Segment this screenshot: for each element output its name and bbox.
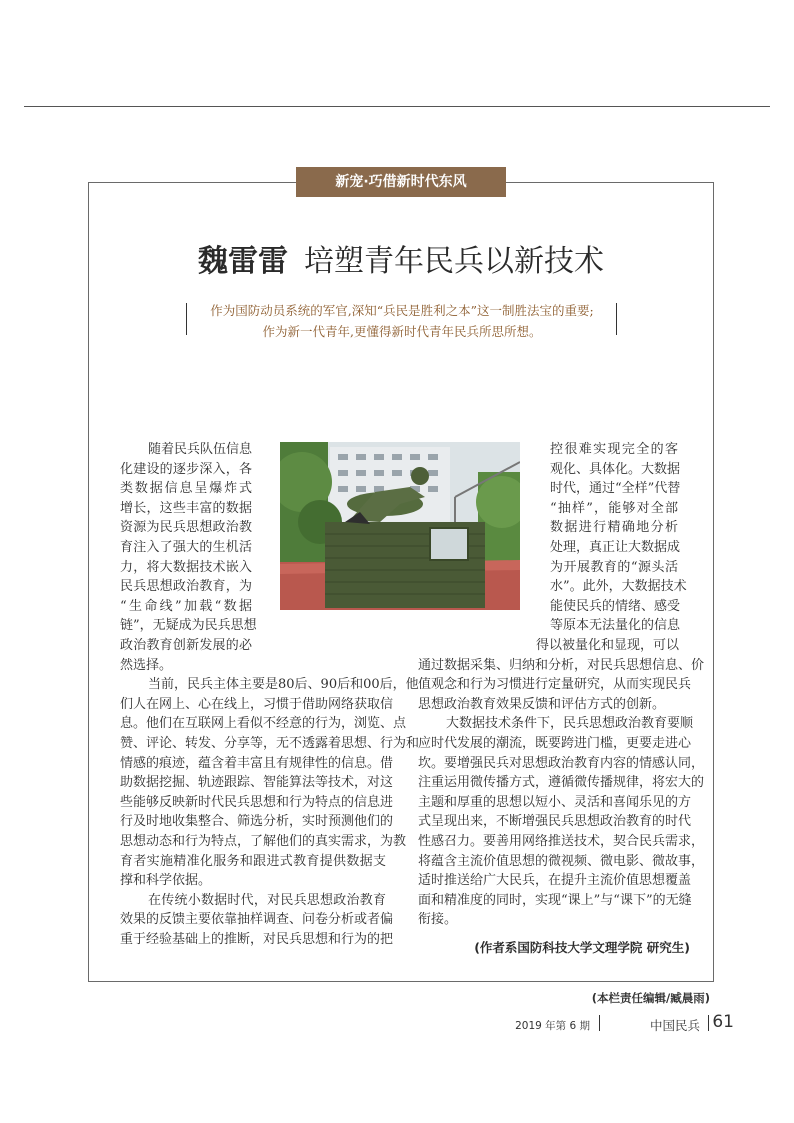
body-text-line: 重于经验基础上的推断，对民兵思想和行为的把: [120, 932, 394, 947]
body-text-line: 数据进行精确地分析: [550, 520, 678, 536]
body-text-line: 水”。此外，大数据技术: [550, 579, 687, 595]
article-photo: [280, 442, 520, 610]
body-text-line: 育者实施精准化服务和跟进式教育提供数据支: [120, 853, 386, 869]
body-text-line: 赞、评论、转发、分享等，无不透露着思想、行为和: [120, 736, 420, 751]
body-text-line: 适时推送给广大民兵，在提升主流价值思想覆盖: [418, 873, 692, 889]
body-text-line: 思想政治教育效果反馈和评估方式的创新。: [418, 696, 666, 712]
body-text-line: 得以被量化和显现，可以: [536, 638, 680, 653]
body-text-line: 些能够反映新时代民兵思想和行为特点的信息进: [120, 794, 394, 810]
deck-line: 作为新一代青年,更懂得新时代青年民兵所思所想。: [262, 324, 542, 339]
body-text-line: “抽样”，能够对全部: [550, 500, 678, 516]
deck-line: 作为国防动员系统的军官,深知“兵民是胜利之本”这一制胜法宝的重要;: [210, 303, 594, 318]
body-text-line: 坎。要增强民兵对思想政治教育内容的情感认同，: [418, 755, 705, 771]
editor-credit: (本栏责任编辑/臧晨雨): [591, 991, 710, 1005]
body-text-line: 力，将大数据技术嵌入: [120, 559, 252, 575]
deck-bar-right: [616, 303, 617, 335]
body-text-line: 思想动态和行为特点，了解他们的真实需求，为教: [120, 834, 407, 849]
body-text-line: 能使民兵的情绪、感受: [550, 598, 681, 614]
column-tag: 新宠·巧借新时代东风: [296, 167, 506, 197]
body-text-line: 效果的反馈主要依靠抽样调查、问卷分析或者偏: [120, 912, 394, 928]
body-text-line: 注重运用微传播方式，遵循微传播规律，将宏大的: [418, 775, 705, 791]
magazine-name: 中国民兵: [649, 1018, 700, 1033]
body-text-line: 将蕴含主流价值思想的微视频、微电影、微故事，: [418, 853, 705, 869]
body-text-line: 随着民兵队伍信息: [148, 442, 253, 457]
body-text-line: 类数据信息呈爆炸式: [120, 481, 252, 497]
body-text-line: 民兵思想政治教育，为: [120, 579, 252, 595]
article-headline: [90, 236, 712, 280]
body-text-line: 链”，无疑成为民兵思想: [120, 618, 257, 634]
deck-intro: [200, 300, 604, 342]
body-text-line: 资源为民兵思想政治教: [120, 520, 252, 536]
top-rule: [24, 106, 770, 107]
body-text-line: 当前，民兵主体主要是80后、90后和00后，他: [148, 677, 419, 693]
body-text-line: 控很难实现完全的客: [550, 442, 678, 457]
issue-label: 2019 年第 6 期: [515, 1020, 590, 1032]
body-text-line: 主题和厚重的思想以短小、灵活和喜闻乐见的方: [418, 794, 692, 810]
footer-divider: [599, 1015, 600, 1031]
body-text-line: 处理，真正让大数据成: [550, 540, 681, 555]
body-text-line: “生命线”加载“数据: [120, 598, 252, 614]
body-text-line: 等原本无法量化的信息: [550, 618, 681, 634]
body-text-line: 撑和科学依据。: [120, 873, 212, 889]
body-text-line: 在传统小数据时代，对民兵思想政治教育: [148, 892, 386, 908]
body-text-line: 育注入了强大的生机活: [120, 540, 252, 555]
body-text-line: 化建设的逐步深入，各: [120, 461, 252, 477]
soldier-vaulting-obstacle-photo: [280, 442, 520, 610]
footer-divider: [708, 1015, 709, 1031]
body-text-line: 通过数据采集、归纳和分析，对民兵思想信息、价: [418, 657, 705, 673]
body-text-line: 性感召力。要善用网络推送技术，契合民兵需求，: [418, 834, 705, 849]
body-text-line: 面和精准度的同时，实现“课上”与“课下”的无缝: [418, 892, 692, 908]
body-text-line: 大数据技术条件下，民兵思想政治教育要顺: [446, 716, 694, 732]
body-text-line: 们人在网上、心在线上，习惯于借助网络获取信: [120, 696, 394, 712]
body-text-line: 助数据挖掘、轨迹跟踪、智能算法等技术，对这: [120, 775, 394, 791]
body-text-line: 应时代发展的潮流，既要跨进门槛，更要走进心: [418, 736, 692, 751]
body-text-line: 然选择。: [120, 657, 173, 673]
body-text-line: 息。他们在互联网上看似不经意的行为，浏览、点: [120, 716, 407, 732]
body-text-line: 政治教育创新发展的必: [120, 638, 252, 653]
body-text-line: 为开展教育的“源头活: [550, 559, 678, 575]
body-text-line: 行及时地收集整合、筛选分析，实时预测他们的: [120, 814, 394, 830]
author-name: 魏雷雷: [198, 244, 288, 279]
body-text-line: 衔接。: [418, 912, 458, 928]
page-number: 61: [712, 1012, 734, 1032]
deck-bar-left: [186, 303, 187, 335]
body-text-line: 观化、具体化。大数据: [550, 461, 681, 477]
page-footer: [470, 1013, 740, 1035]
body-text-line: 式呈现出来，不断增强民兵思想政治教育的时代: [418, 814, 692, 830]
headline-text: 培塑青年民兵以新技术: [304, 244, 604, 279]
body-text-line: 值观念和行为习惯进行定量研究，从而实现民兵: [418, 677, 692, 693]
body-text-line: 情感的痕迹，蕴含着丰富且有规律性的信息。借: [120, 755, 394, 771]
body-text-line: 增长，这些丰富的数据: [120, 500, 252, 516]
author-byline: (作者系国防科技大学文理学院 研究生): [474, 940, 690, 955]
body-text-line: 时代，通过“全样”代替: [550, 481, 681, 497]
